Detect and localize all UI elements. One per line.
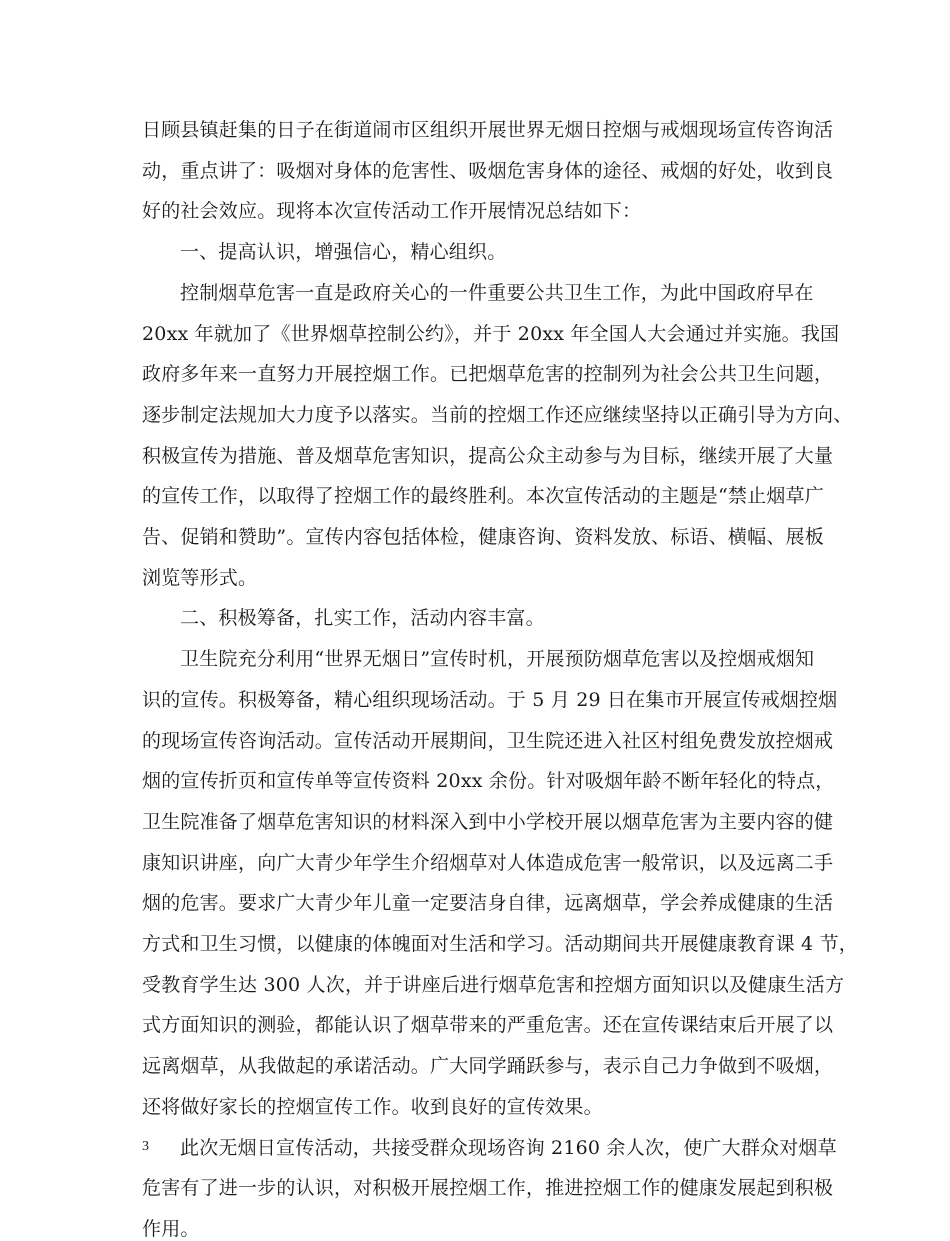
text-line: 好的社会效应。现将本次宣传活动工作开展情况总结如下： [142, 200, 642, 223]
text-line: 还将做好家长的控烟宣传工作。收到良好的宣传效果。 [142, 1095, 603, 1118]
section-heading: 一、提高认识，增强信心，精心组织。 [180, 241, 507, 264]
text-line: 动，重点讲了：吸烟对身体的危害性、吸烟危害身体的途径、戒烟的好处，收到良 [142, 159, 834, 182]
text-line: 识的宣传。积极筹备，精心组织现场活动。于 5 月 29 日在集市开展宣传戒烟控烟 [142, 688, 838, 711]
text-line: 告、促销和赞助”。宣传内容包括体检，健康咨询、资料发放、标语、横幅、展板 [142, 526, 824, 548]
text-line: 烟的危害。要求广大青少年儿童一定要洁身自律，远离烟草，学会养成健康的生活 [142, 892, 834, 915]
text-line: 烟的宣传折页和宣传单等宣传资料 20xx 余份。针对吸烟年龄不断年轻化的特点， [142, 770, 835, 793]
text-line: 方式和卫生习惯，以健康的体魄面对生活和学习。活动期间共开展健康教育课 4 节， [142, 933, 858, 955]
text-line: 的宣传工作，以取得了控烟工作的最终胜利。本次宣传活动的主题是“禁止烟草广 [142, 485, 824, 508]
text-line: 20xx 年就加了《世界烟草控制公约》，并于 20xx 年全国人大会通过并实施。我国 [142, 322, 840, 345]
section-heading: 二、积极筹备，扎实工作，活动内容丰富。 [180, 607, 545, 630]
text-line: 作用。 [142, 1217, 200, 1240]
text-line: 危害有了进一步的认识，对积极开展控烟工作，推进控烟工作的健康发展起到积极 [142, 1177, 834, 1200]
text-line: 此次无烟日宣传活动，共接受群众现场咨询 2160 余人次，使广大群众对烟草 [180, 1136, 837, 1159]
text-line: 远离烟草，从我做起的承诺活动。广大同学踊跃参与，表示自己力争做到不吸烟， [142, 1055, 834, 1078]
text-line: 逐步制定法规加大力度予以落实。当前的控烟工作还应继续坚持以正确引导为方向、 [142, 403, 853, 426]
text-line: 卫生院充分利用“世界无烟日”宣传时机，开展预防烟草危害以及控烟戒烟知 [180, 648, 815, 671]
text-line: 受教育学生达 300 人次，并于讲座后进行烟草危害和控烟方面知识以及健康生活方 [142, 973, 845, 996]
text-line: 式方面知识的测验，都能认识了烟草带来的严重危害。还在宣传课结束后开展了以 [142, 1014, 834, 1037]
text-line: 日顾县镇赶集的日子在街道闹市区组织开展世界无烟日控烟与戒烟现场宣传咨询活 [142, 119, 834, 141]
text-line: 积极宣传为措施、普及烟草危害知识，提高公众主动参与为目标，继续开展了大量 [142, 444, 834, 467]
page-number: 3 [142, 1139, 149, 1154]
text-line: 政府多年来一直努力开展控烟工作。已把烟草危害的控制列为社会公共卫生问题， [142, 363, 834, 386]
text-line: 康知识讲座，向广大青少年学生介绍烟草对人体造成危害一般常识，以及远离二手 [142, 851, 834, 874]
text-line: 控制烟草危害一直是政府关心的一件重要公共卫生工作，为此中国政府早在 [180, 281, 814, 304]
text-line: 的现场宣传咨询活动。宣传活动开展期间，卫生院还进入社区村组免费发放控烟戒 [142, 729, 834, 752]
text-line: 卫生院准备了烟草危害知识的材料深入到中小学校开展以烟草危害为主要内容的健 [142, 810, 834, 833]
text-line: 浏览等形式。 [142, 566, 258, 589]
